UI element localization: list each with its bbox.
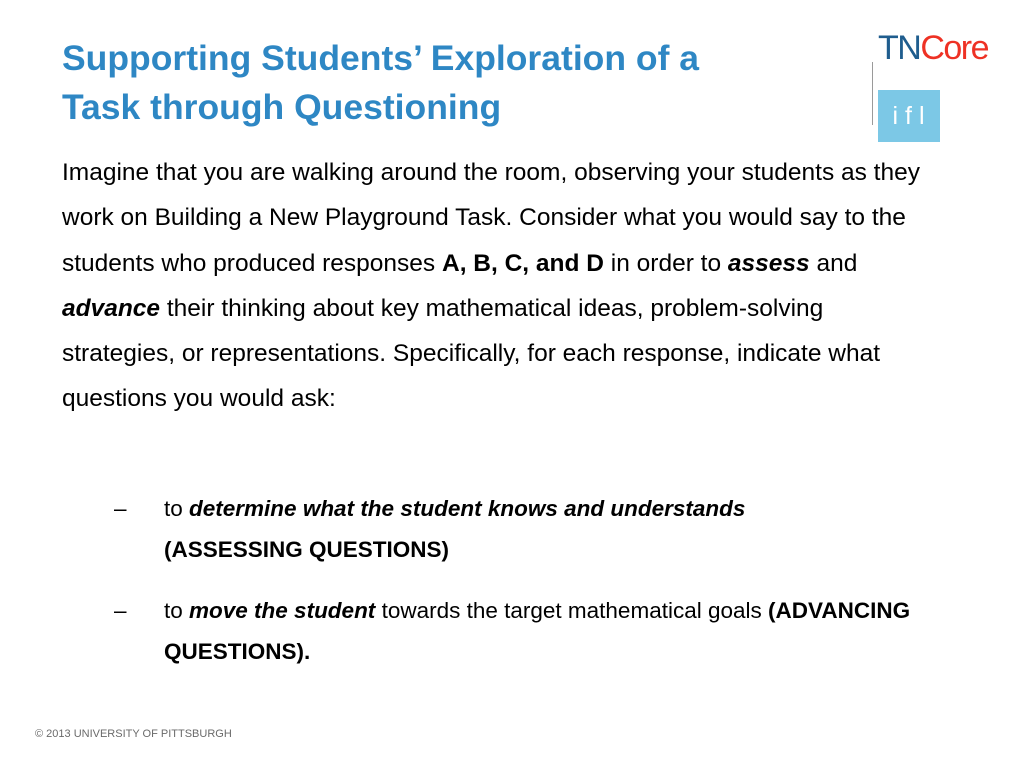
list-item-assessing <box>0 488 924 570</box>
slide-title <box>62 34 852 132</box>
instructions-paragraph <box>62 150 932 422</box>
logo-tn-text: TN <box>878 29 921 67</box>
instructions-text-3: and <box>809 249 858 277</box>
bullet-emphasis: move the student <box>189 598 376 623</box>
instructions-text-1: Imagine that you are walking around the room, observing your students as they work on Building a New Playground Task. Consider what you would say to the students who produced responses <box>62 159 920 277</box>
bullet-dash: – <box>114 496 127 521</box>
tncore-wordmark <box>878 28 988 68</box>
instructions-text-2: in order to <box>603 249 728 277</box>
bullet-emphasis: determine what the student knows and understands <box>189 496 746 521</box>
slide-title-line-1: Supporting Students’ Exploration of a <box>62 38 700 78</box>
logo-divider <box>872 62 873 125</box>
ifl-badge: ifl <box>878 90 940 142</box>
copyright-footer: © 2013 UNIVERSITY OF PITTSBURGH <box>35 728 232 740</box>
question-type-list <box>0 488 1024 672</box>
assess-emphasis: assess <box>727 249 810 277</box>
assessing-questions-label: (ASSESSING QUESTIONS) <box>164 537 450 562</box>
tncore-ifl-logo <box>872 28 1012 128</box>
bullet-prefix: to <box>164 496 190 521</box>
list-item-advancing <box>0 590 924 672</box>
bullet-middle: towards the target mathematical goals <box>375 598 769 623</box>
bullet-dash: – <box>114 598 127 623</box>
bullet-prefix: to <box>164 598 190 623</box>
advancing-questions-label: (ADVANCING QUESTIONS). <box>164 598 911 664</box>
logo-core-text: Core <box>920 29 989 67</box>
slide-title-line-2: Task through Questioning <box>62 87 502 127</box>
responses-label: A, B, C, and D <box>442 249 604 277</box>
instructions-text-4: their thinking about key mathematical ideas, problem-solving strategies, or representations. Specifically, for each response, indicate what questions you would ask: <box>62 294 880 413</box>
advance-emphasis: advance <box>62 294 161 322</box>
